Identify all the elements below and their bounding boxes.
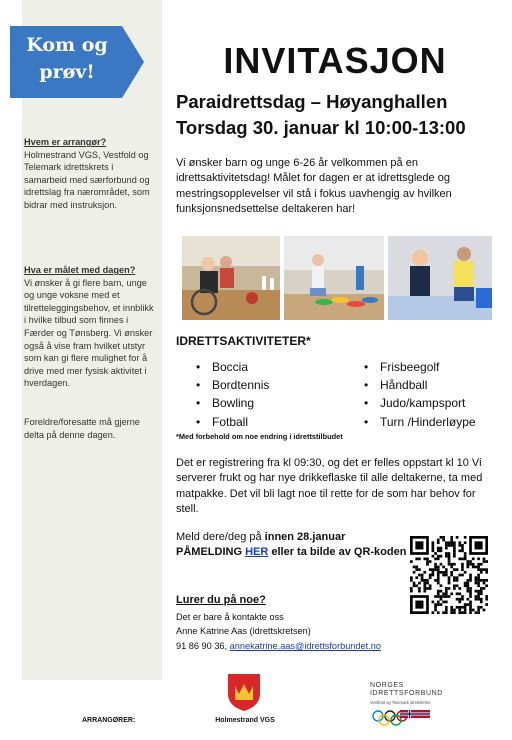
contact-line2: Anne Katrine Aas (idrettskretsen) [176, 626, 311, 637]
list-item: • Turn /Hinderløype [364, 413, 476, 431]
ribbon-text [12, 32, 122, 86]
activities-title: IDRETTSAKTIVITETER* [176, 334, 311, 348]
goal-heading: Hva er målet med dagen? [24, 265, 136, 275]
nif-logo [370, 682, 470, 705]
contact-section [176, 610, 496, 653]
ribbon-line2: prøv! [39, 61, 95, 83]
school-name: Holmestrand VGS [215, 717, 275, 724]
school-crest-icon [226, 672, 262, 712]
list-item: • Bordtennis [196, 376, 269, 394]
signup-deadline: innen 28.januar [264, 531, 346, 543]
list-item: • Fotball [196, 413, 269, 431]
signup-link[interactable]: HER [245, 546, 269, 559]
nif-line1: NORGES [370, 682, 404, 689]
ribbon-line1: Kom og [26, 34, 108, 56]
list-item: • Bowling [196, 394, 269, 412]
contact-heading: Lurer du på noe? [176, 594, 266, 606]
organizer-heading: Hvem er arrangør? [24, 137, 107, 147]
registration-text: Det er registrering fra kl 09:30, og det er felles oppstart kl 10 Vi serverer frukt og har nye drikkeflaske til alle deltakerne, ta med matpakke. Det vil bli lagt noe til rette for de som har behov for stell. [176, 457, 483, 516]
event-name: Paraidrettsdag – Høyanghallen [176, 91, 448, 112]
qr-code-icon[interactable] [410, 536, 488, 614]
photo-bowling [182, 236, 280, 320]
page-title: INVITASJON [223, 40, 447, 81]
contact-line1: Det er bare å kontakte oss [176, 612, 284, 622]
parents-note [24, 416, 156, 441]
activities-footnote: *Med forbehold om noe endring i idrettstilbudet [176, 432, 343, 441]
list-item: • Frisbeegolf [364, 358, 476, 376]
goal-section [24, 264, 156, 390]
organizer-text: Holmestrand VGS, Vestfold og Telemark idrettskrets i samarbeid med særforbund og idrettslag fra nærområdet, som bidrar med instruksjon. [24, 149, 150, 210]
norway-flag-icon [400, 710, 430, 718]
photo-obstacle [284, 236, 384, 320]
signup-prefix: Meld dere/deg på [176, 531, 265, 543]
goal-text: Vi ønsker å gi flere barn, unge og unge voksne med et tilretteleggingsbehov, et innblikk i hvilke tilbud som finnes i Færder og Tønsberg. Vi ønsker også å vise fram hvilket utstyr som kan gi flere mulighet for å drive med mer fysisk aktivitet i hverdagen. [24, 277, 154, 389]
parents-text: Foreldre/foresatte må gjerne delta på denne dagen. [24, 417, 140, 440]
activities-list-right [364, 358, 476, 431]
signup-suffix: eller ta bilde av QR-koden [268, 546, 407, 559]
nif-line2: IDRETTSFORBUND [370, 690, 443, 698]
list-item: • Boccia [196, 358, 269, 376]
signup-section [176, 530, 408, 561]
nif-sub: Vestfold og Telemark idrettskrets [370, 699, 431, 705]
photo-gym [388, 236, 492, 320]
contact-email-link[interactable]: annekatrine.aas@idrettsforbundet.no [229, 640, 381, 651]
signup-label: PÅMELDING [176, 546, 246, 559]
contact-phone: 91 86 90 36, [176, 640, 230, 651]
intro-text: Vi ønsker barn og unge 6-26 år velkommen på en idrettsaktivitetsdag! Målet for dagen er at idrettsglede og mestringsopplevelser vil stå i fokus uavhengig av hvilken funksjonsnedsettelse deltakeren har! [176, 157, 452, 216]
activities-list-left [196, 358, 269, 431]
list-item: • Håndball [364, 376, 476, 394]
event-date: Torsdag 30. januar kl 10:00-13:00 [176, 117, 466, 138]
organizer-section [24, 136, 156, 212]
organizers-label: ARRANGØRER: [82, 717, 136, 724]
list-item: • Judo/kampsport [364, 394, 476, 412]
photo-strip [182, 236, 492, 320]
